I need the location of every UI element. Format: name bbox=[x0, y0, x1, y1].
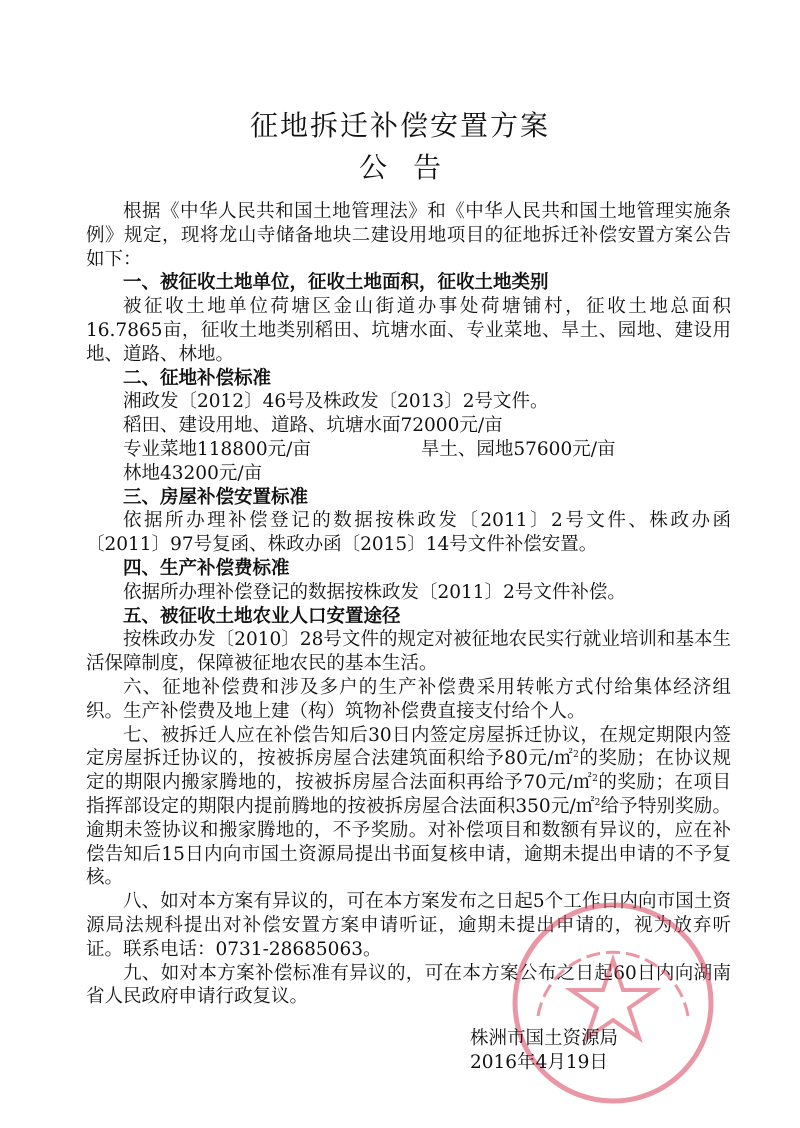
section-3-text: 依据所办理补偿登记的数据按株政发〔2011〕2号文件、株政办函〔2011〕97号复函、株政办函〔2015〕14号文件补偿安置。 bbox=[86, 510, 731, 556]
section-2-line-1: 湘政发〔2012〕46号及株政发〔2013〕2号文件。 bbox=[123, 391, 549, 413]
section-7-part-c: 的奖励；在项目指挥部设定的期限内提前腾地的按被拆房屋合法面积350元/㎡ bbox=[86, 772, 731, 817]
superscript: 2 bbox=[594, 797, 601, 808]
document-subtitle: 公告 bbox=[358, 151, 467, 184]
section-1-text: 被征收土地单位荷塘区金山街道办事处荷塘铺村，征收土地总面积16.7865亩，征收土地类别稻田、坑塘水面、专业菜地、旱土、园地、建设用地、道路、林地。 bbox=[86, 296, 731, 365]
section-2-heading: 二、征地补偿标准 bbox=[123, 367, 272, 389]
section-7-text bbox=[86, 724, 731, 891]
section-9-text: 九、如对本方案补偿标准有异议的，可在本方案公布之日起60日内向湖南省人民政府申请行政复议。 bbox=[86, 962, 731, 1008]
vegetable-land-rate: 专业菜地118800元/亩 bbox=[123, 438, 311, 460]
section-2-line-4: 林地43200元/亩 bbox=[123, 462, 263, 484]
section-4-text: 依据所办理补偿登记的数据按株政发〔2011〕2号文件补偿。 bbox=[123, 581, 626, 603]
document-title: 征地拆迁补偿安置方案 bbox=[249, 109, 550, 142]
section-1-heading: 一、被征收土地单位，征收土地面积，征收土地类别 bbox=[123, 272, 549, 294]
section-7-part-a: 七、被拆迁人应在补偿告知后30日内签定房屋拆迁协议，在规定期限内签定房屋拆迁协议的，按被拆房屋合法建筑面积给予80元/㎡ bbox=[86, 724, 731, 770]
section-8-text: 八、如对本方案有异议的，可在本方案发布之日起5个工作日内向市国土资源局法规科提出对补偿安置方案申请听证，逾期未提出申请的，视为放弃听证。联系电话：0731-28685063。 bbox=[86, 891, 731, 960]
superscript: 2 bbox=[573, 750, 579, 761]
section-7-part-b: 的奖励；在协议规定的期限内搬家腾地的，按被拆房屋合法面积再给予70元/㎡ bbox=[86, 748, 731, 794]
section-2-line-3 bbox=[86, 438, 731, 462]
official-seal-stamp bbox=[508, 898, 718, 1108]
section-2-line-2: 稻田、建设用地、道路、坑塘水面72000元/亩 bbox=[123, 415, 503, 437]
superscript: 2 bbox=[592, 773, 598, 784]
section-4-heading: 四、生产补偿费标准 bbox=[123, 557, 290, 579]
section-5-text: 按株政办发〔2010〕28号文件的规定对被征地农民实行就业培训和基本生活保障制度，保障被征地农民的基本生活。 bbox=[86, 629, 731, 675]
issuing-authority: 株洲市国土资源局 bbox=[470, 1028, 619, 1049]
section-7-part-d: 给予特别奖励。逾期未签协议和搬家腾地的，不予奖励。对补偿项目和数额有异议的，应在补偿告知后15日内向市国土资源局提出书面复核申请，逾期未提出申请的不予复核。 bbox=[86, 795, 731, 889]
section-3-heading: 三、房屋补偿安置标准 bbox=[123, 486, 309, 508]
section-6-text: 六、征地补偿费和涉及多户的生产补偿费采用转帐方式付给集体经济组织。生产补偿费及地上建（构）筑物补偿费直接支付给个人。 bbox=[86, 676, 731, 722]
document-body bbox=[86, 200, 731, 1009]
issue-date: 2016年4月19日 bbox=[470, 1052, 608, 1073]
section-5-heading: 五、被征收土地农业人口安置途径 bbox=[123, 605, 401, 627]
intro-paragraph: 根据《中华人民共和国土地管理法》和《中华人民共和国土地管理实施条例》规定，现将龙山寺储备地块二建设用地项目的征地拆迁补偿安置方案公告如下： bbox=[86, 201, 731, 270]
dry-land-rate: 旱土、园地57600元/亩 bbox=[420, 438, 616, 460]
